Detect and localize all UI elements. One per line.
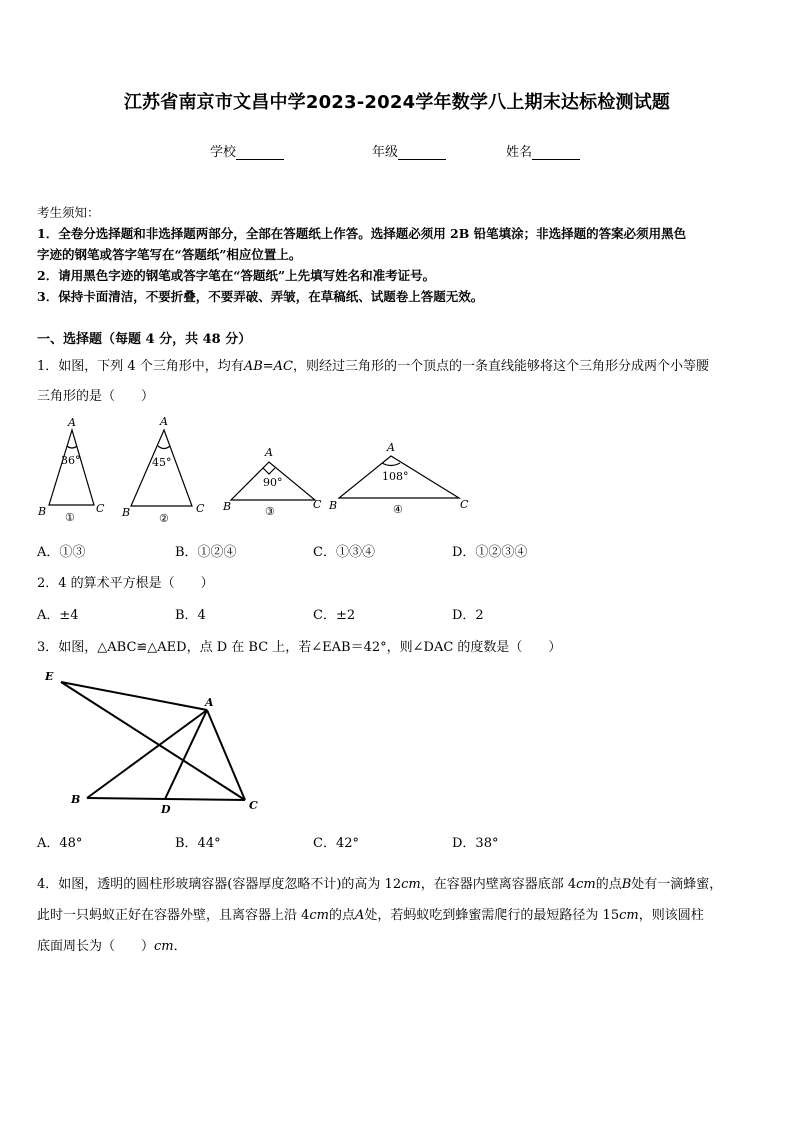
- name-field: [506, 141, 580, 160]
- q3-option-c[interactable]: C．42°: [313, 836, 359, 851]
- name-label: 姓名: [506, 145, 533, 160]
- angle-arc-4: [382, 463, 400, 466]
- q2-option-b[interactable]: B．4: [175, 608, 206, 623]
- notice-item2: 2．请用黑色字迹的钢笔或答字笔在“答题纸”上先填写姓名和准考证号。: [37, 268, 436, 283]
- q3-figure: [35, 662, 275, 822]
- q3-option-d[interactable]: D．38°: [452, 836, 499, 851]
- triangle-1: [49, 430, 94, 505]
- name-blank[interactable]: [532, 147, 580, 160]
- right-angle-mark-3: [263, 468, 275, 474]
- angle-arc-1: [67, 446, 77, 448]
- q3-option-a[interactable]: A．48°: [37, 836, 83, 851]
- segment-AC: [207, 710, 245, 800]
- q3-label-E: E: [45, 670, 54, 683]
- page-title: 江苏省南京市文昌中学2023-2024学年数学八上期末达标检测试题: [123, 92, 671, 113]
- q3-label-C: C: [249, 799, 258, 812]
- fig2-label-C: C: [196, 502, 205, 515]
- fig2-label-A: A: [160, 415, 168, 428]
- fig4-angle: 108°: [382, 470, 409, 483]
- fig1-angle: 36°: [61, 454, 81, 467]
- fig2-num: ②: [159, 512, 169, 525]
- q2-option-c[interactable]: C．±2: [313, 608, 356, 623]
- q1-stem-line1: 1．如图，下列 4 个三角形中，均有AB=AC，则经过三角形的一个顶点的一条直线能够将这个三角形分成两个小等腰: [37, 359, 709, 374]
- fig3-label-B: B: [223, 500, 232, 513]
- fig2-angle: 45°: [152, 456, 172, 469]
- notice-item1-line2: 字迹的钢笔或答字笔写在“答题纸”相应位置上。: [37, 247, 302, 262]
- fig4-label-B: B: [329, 499, 338, 512]
- fig3-angle: 90°: [263, 476, 283, 489]
- segment-AD: [165, 710, 207, 799]
- school-label: 学校: [210, 145, 237, 160]
- angle-arc-2: [158, 446, 170, 449]
- notice-item1-line1: 1．全卷分选择题和非选择题两部分，全部在答题纸上作答。选择题必须用 2B 铅笔填涂；非选择题的答案必须用黑色: [37, 226, 687, 241]
- fig3-label-A: A: [265, 446, 273, 459]
- fig1-num: ①: [65, 511, 75, 524]
- q1-option-c[interactable]: C．①③④: [313, 545, 375, 560]
- q3-label-D: D: [161, 803, 171, 816]
- q1-option-b[interactable]: B．①②④: [175, 545, 237, 560]
- fig3-num: ③: [265, 505, 275, 518]
- q3-stem: 3．如图，△ABC≌△AED，点 D 在 BC 上，若∠EAB＝42°，则∠DAC 的度数是（ ）: [37, 640, 562, 655]
- q4-line3: 底面周长为（ ）cm．: [37, 939, 187, 954]
- notice-item3: 3．保持卡面清洁，不要折叠，不要弄破、弄皱，在草稿纸、试题卷上答题无效。: [37, 289, 484, 304]
- q2-option-a[interactable]: A．±4: [37, 608, 79, 623]
- fig2-label-B: B: [122, 506, 131, 519]
- q1-stem-line2: 三角形的是（ ）: [37, 389, 155, 404]
- q2-stem: 2．4 的算术平方根是（ ）: [37, 576, 214, 591]
- fig3-label-C: C: [313, 498, 322, 511]
- school-field: [210, 141, 284, 160]
- fig4-label-A: A: [387, 441, 395, 454]
- notice-heading: 考生须知：: [37, 205, 100, 220]
- fig1-label-A: A: [68, 416, 76, 429]
- grade-blank[interactable]: [398, 147, 446, 160]
- q1-option-a[interactable]: A．①③: [37, 545, 86, 560]
- q1-option-d[interactable]: D．①②③④: [452, 545, 528, 560]
- q3-option-b[interactable]: B．44°: [175, 836, 221, 851]
- fig1-label-C: C: [96, 502, 105, 515]
- q1-figures: [30, 410, 480, 528]
- segment-AB: [87, 710, 207, 798]
- school-blank[interactable]: [236, 147, 284, 160]
- q2-option-d[interactable]: D．2: [452, 608, 484, 623]
- grade-label: 年级: [372, 145, 399, 160]
- grade-field: [372, 141, 446, 160]
- q4-line1: 4．如图，透明的圆柱形玻璃容器(容器厚度忽略不计)的高为 12cm，在容器内壁离容器底部 4cm的点B处有一滴蜂蜜，: [37, 877, 723, 892]
- fig4-label-C: C: [460, 498, 469, 511]
- q3-label-A: A: [205, 696, 214, 709]
- q3-label-B: B: [71, 793, 81, 806]
- fig1-label-B: B: [38, 505, 47, 518]
- fig4-num: ④: [393, 503, 403, 516]
- q4-line2: 此时一只蚂蚁正好在容器外壁，且离容器上沿 4cm的点A处，若蚂蚁吃到蜂蜜需爬行的最短路径为 15cm，则该圆柱: [37, 908, 704, 923]
- section-heading: 一、选择题（每题 4 分，共 48 分）: [37, 332, 252, 347]
